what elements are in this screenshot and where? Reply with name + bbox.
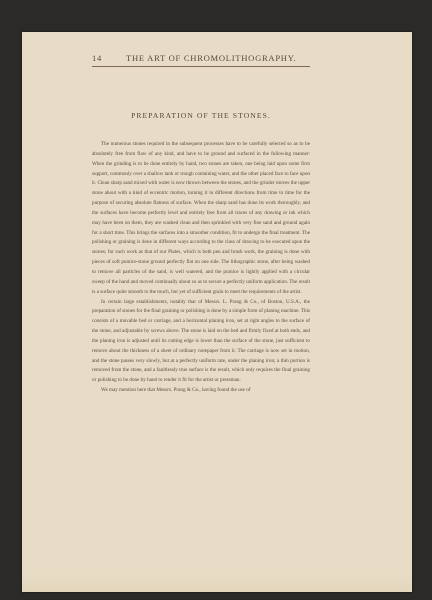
section-title: PREPARATION OF THE STONES.	[131, 111, 271, 120]
paragraph-3: We may mention here that Messrs. Prang & Co., having found the use of	[101, 387, 251, 394]
header-rule	[92, 66, 310, 67]
page-number: 14	[92, 53, 102, 63]
paragraph-2: In certain large establishments, notably that of Messrs. L. Prang & Co., of Boston, U.S.A., the preparation of stones for the final graining or polishing is done by a simple form of planing machine. This consists of a movable bed or carriage, and a horizontal planing iron, set at right angles to the surface of the stone, and adjustable by screws above. The stone is laid on the bed and firmly fixed at both ends, and the planing iron is adjusted until its cutting edge is lower than the surface of the stone, just sufficient to remove about the thickness of a sheet of ordinary notepaper from it. The carriage is now set in motion, and the stone passes very slowly, but at a perfectly uniform rate, under the planing iron; a thin portion is removed from the stone, and a faultlessly true surface is the result, which only requires the final graining or polishing to be done by hand to render it fit for the artist or pressman.	[92, 298, 310, 384]
paragraph-1: The numerous stones required in the subsequent processes have to be carefully selected so as to be absolutely free from flaw of any kind, and have to be ground and surfaced in the following manner: When the grinding is to be done entirely by hand, two stones are taken, one being laid upon some firm support, commonly over a shallow tank or trough containing water, and the other placed face to face upon it. Clean sharp sand mixed with water is now thrown between the stones, and the grinder moves the upper stone about with a kind of eccentric motion, turning it in different directions from time to time for the purpose of securing absolute flatness of surface. When the sharp sand has done its work thoroughly, and the surfaces have become perfectly level and entirely free from all traces of any drawing or ink which may have been on them, they are washed clean and then sprinkled with very fine sand and ground again for a short time. This brings the surfaces into a smoother condition, fit to undergo the final treatment. The polishing or graining is done in different ways according to the class of drawing to be executed upon the stones; for such work as that of our Plates, which is both pen and brush work, the graining is done with pieces of soft pumice-stone ground perfectly flat on one side. The lithographic stone, after being washed to remove all particles of the sand, is well watered, and the pumice is lightly applied with a circular sweep of the hand and moved continually about so as to secure a perfectly uniform application. The result is a surface quite smooth to the touch, but yet of sufficient grain to meet the requirements of the artist.	[92, 141, 310, 295]
body-text	[92, 140, 310, 396]
running-title: THE ART OF CHROMOLITHOGRAPHY.	[126, 53, 297, 63]
